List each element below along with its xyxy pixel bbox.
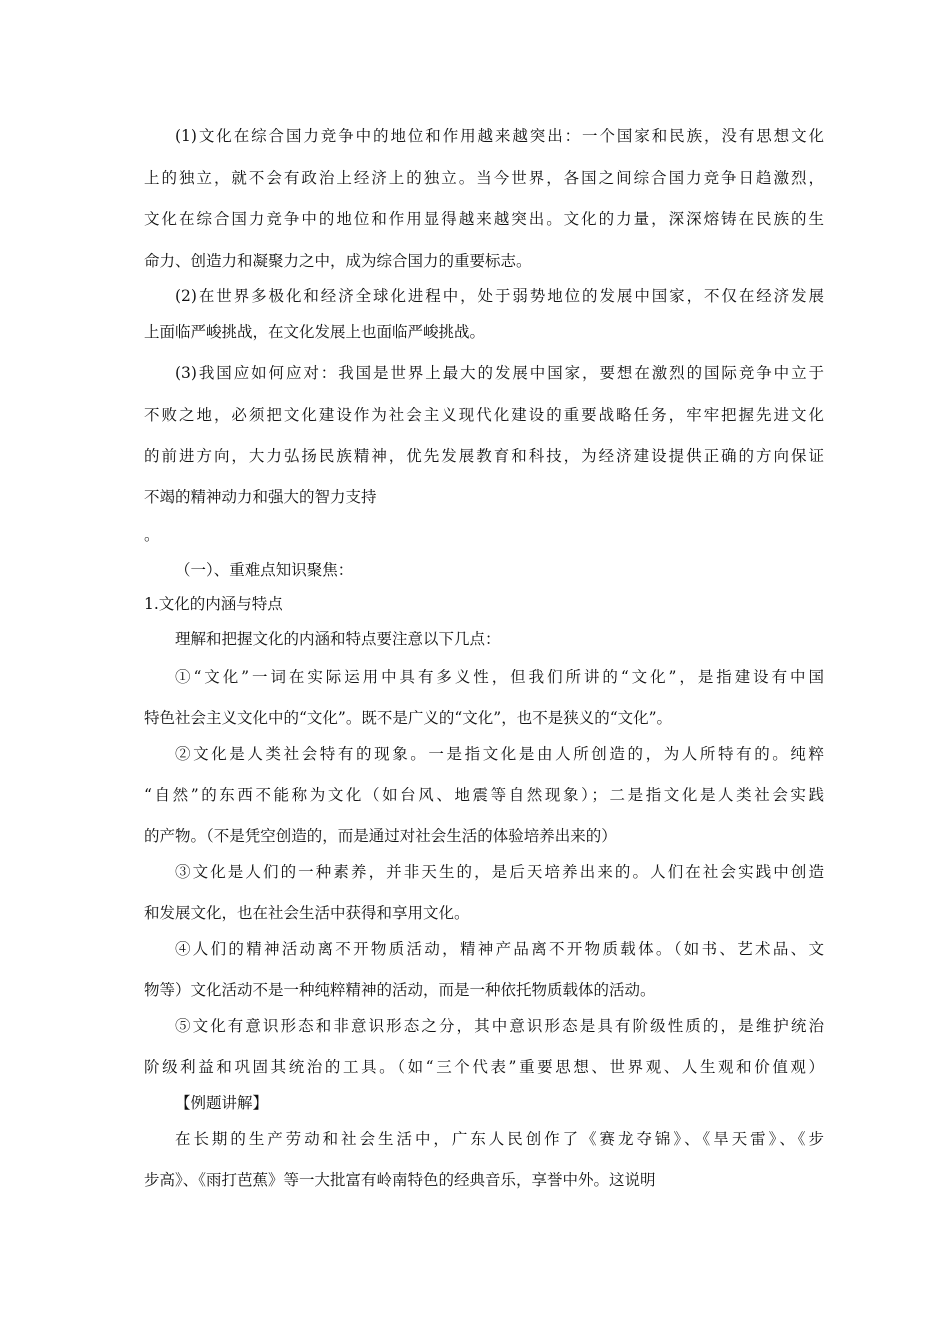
text-line: 。 (144, 526, 160, 544)
text-line: (2)在世界多极化和经济全球化进程中，处于弱势地位的发展中国家，不仅在经济发展 (175, 287, 824, 305)
text-line: 理解和把握文化的内涵和特点要注意以下几点： (175, 630, 501, 648)
text-line: 物等）文化活动不是一种纯粹精神的活动，而是一种依托物质载体的活动。 (144, 981, 656, 999)
section-heading: （一）、重难点知识聚焦： (175, 561, 354, 579)
text-line: ②文化是人类社会特有的现象。一是指文化是由人所创造的，为人所特有的。纯粹 (175, 745, 824, 763)
text-line: ⑤文化有意识形态和非意识形态之分，其中意识形态是具有阶级性质的，是维护统治 (175, 1017, 824, 1035)
text-line: 命力、创造力和凝聚力之中，成为综合国力的重要标志。 (144, 252, 532, 270)
text-line: “自然”的东西不能称为文化（如台风、地震等自然现象）；二是指文化是人类社会实践 (144, 786, 824, 804)
text-line: 的前进方向，大力弘扬民族精神，优先发展教育和科技，为经济建设提供正确的方向保证 (144, 447, 824, 465)
text-line: (1)文化在综合国力竞争中的地位和作用越来越突出：一个国家和民族，没有思想文化 (175, 127, 824, 145)
text-line: 文化在综合国力竞争中的地位和作用显得越来越突出。文化的力量，深深熔铸在民族的生 (144, 210, 824, 228)
text-line: 步高》、《雨打芭蕉》等一大批富有岭南特色的经典音乐，享誉中外。这说明 (144, 1171, 656, 1189)
text-line: 和发展文化，也在社会生活中获得和享用文化。 (144, 904, 470, 922)
text-line: 阶级利益和巩固其统治的工具。（如“三个代表”重要思想、世界观、人生观和价值观） (144, 1058, 824, 1076)
text-line: 特色社会主义文化中的“文化”。既不是广义的“文化”，也不是狭义的“文化”。 (144, 709, 673, 727)
example-heading: 【例题讲解】 (175, 1094, 269, 1112)
text-line: 上的独立，就不会有政治上经济上的独立。当今世界，各国之间综合国力竞争日趋激烈， (144, 169, 824, 187)
text-line: ③文化是人们的一种素养，并非天生的，是后天培养出来的。人们在社会实践中创造 (175, 863, 824, 881)
text-line: 不竭的精神动力和强大的智力支持 (144, 488, 377, 506)
text-line: ④人们的精神活动离不开物质活动，精神产品离不开物质载体。（如书、艺术品、文 (175, 940, 824, 958)
text-line: (3)我国应如何应对：我国是世界上最大的发展中国家，要想在激烈的国际竞争中立于 (175, 364, 824, 382)
text-line: ①“文化”一词在实际运用中具有多义性，但我们所讲的“文化”，是指建设有中国 (175, 668, 824, 686)
text-line: 上面临严峻挑战，在文化发展上也面临严峻挑战。 (144, 323, 486, 341)
subsection-heading: 1.文化的内涵与特点 (144, 595, 283, 613)
text-line: 在长期的生产劳动和社会生活中，广东人民创作了《赛龙夺锦》、《旱天雷》、《步 (175, 1130, 824, 1148)
text-line: 不败之地，必须把文化建设作为社会主义现代化建设的重要战略任务，牢牢把握先进文化 (144, 406, 824, 424)
text-line: 的产物。（不是凭空创造的，而是通过对社会生活的体验培养出来的） (144, 827, 617, 845)
